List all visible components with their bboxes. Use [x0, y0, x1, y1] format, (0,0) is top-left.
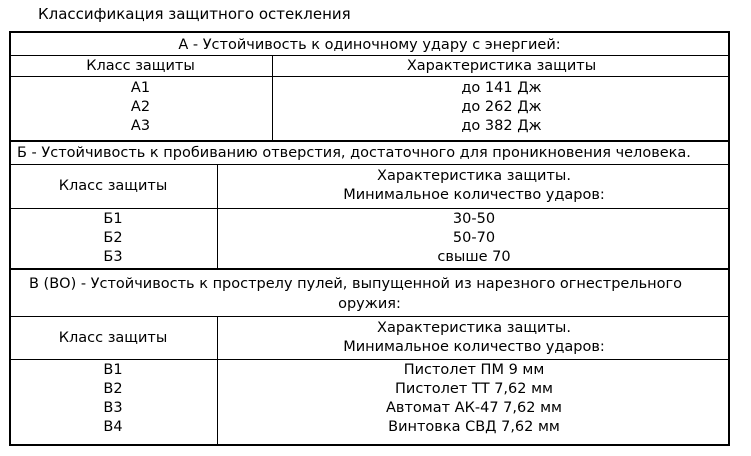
- rule-a-header: [9, 55, 730, 56]
- section-b-value-list: [218, 210, 730, 267]
- document-title: Классификация защитного остекления: [38, 5, 351, 23]
- table-cell: Б3: [103, 249, 123, 265]
- table-cell: Автомат АК-47 7,62 мм: [386, 400, 562, 416]
- section-a-header: А - Устойчивость к одиночному удару с энергией:: [178, 37, 561, 53]
- table-cell: В3: [103, 400, 123, 416]
- rule-section-b: [9, 140, 730, 142]
- section-b-header: Б - Устойчивость к пробиванию отверстия, достаточного для проникновения человека.: [17, 145, 691, 161]
- table-cell: 30-50: [452, 211, 496, 227]
- table-cell: Б2: [103, 230, 123, 246]
- section-v-class-list: [9, 361, 217, 437]
- col-head-line: Характеристика защиты.: [377, 168, 571, 184]
- section-v-header-cont: оружия:: [338, 296, 401, 312]
- table-cell: А3: [130, 118, 151, 134]
- rule-b-colheads: [9, 208, 730, 209]
- section-b-col-class: Класс защиты: [58, 178, 168, 194]
- rule-v-header: [9, 316, 730, 317]
- section-a-class-list: [9, 79, 272, 136]
- section-a-col-char: Характеристика защиты: [406, 58, 597, 74]
- table-cell: А1: [130, 80, 151, 96]
- table-cell: до 262 Дж: [461, 99, 542, 115]
- section-b-col-char: [218, 167, 730, 205]
- section-v-col-class: Класс защиты: [58, 330, 168, 346]
- col-head-line: Минимальное количество ударов:: [343, 339, 605, 355]
- table-cell: Б1: [103, 211, 123, 227]
- section-v-header: В (ВО) - Устойчивость к прострелу пулей, выпущенной из нарезного огнестрельного: [29, 276, 683, 292]
- table-cell: А2: [130, 99, 151, 115]
- col-head-line: Характеристика защиты.: [377, 320, 571, 336]
- table-cell: Винтовка СВД 7,62 мм: [388, 419, 560, 435]
- section-a-col-class: Класс защиты: [86, 58, 195, 74]
- table-cell: свыше 70: [437, 249, 511, 265]
- table-cell: В2: [103, 381, 123, 397]
- table-cell: В1: [103, 362, 123, 378]
- section-b-class-list: [9, 210, 217, 267]
- table-cell: 50-70: [452, 230, 496, 246]
- table-cell: В4: [103, 419, 123, 435]
- rule-section-v: [9, 268, 730, 270]
- table-cell: Пистолет ПМ 9 мм: [403, 362, 545, 378]
- section-a-value-list: [273, 79, 730, 136]
- rule-b-header: [9, 164, 730, 165]
- rule-v-colheads: [9, 359, 730, 360]
- section-v-value-list: [218, 361, 730, 437]
- section-v-col-char: [218, 319, 730, 357]
- rule-a-colheads: [9, 76, 730, 77]
- table-cell: Пистолет ТТ 7,62 мм: [395, 381, 553, 397]
- table-cell: до 382 Дж: [461, 118, 542, 134]
- table-cell: до 141 Дж: [461, 80, 542, 96]
- col-head-line: Минимальное количество ударов:: [343, 187, 605, 203]
